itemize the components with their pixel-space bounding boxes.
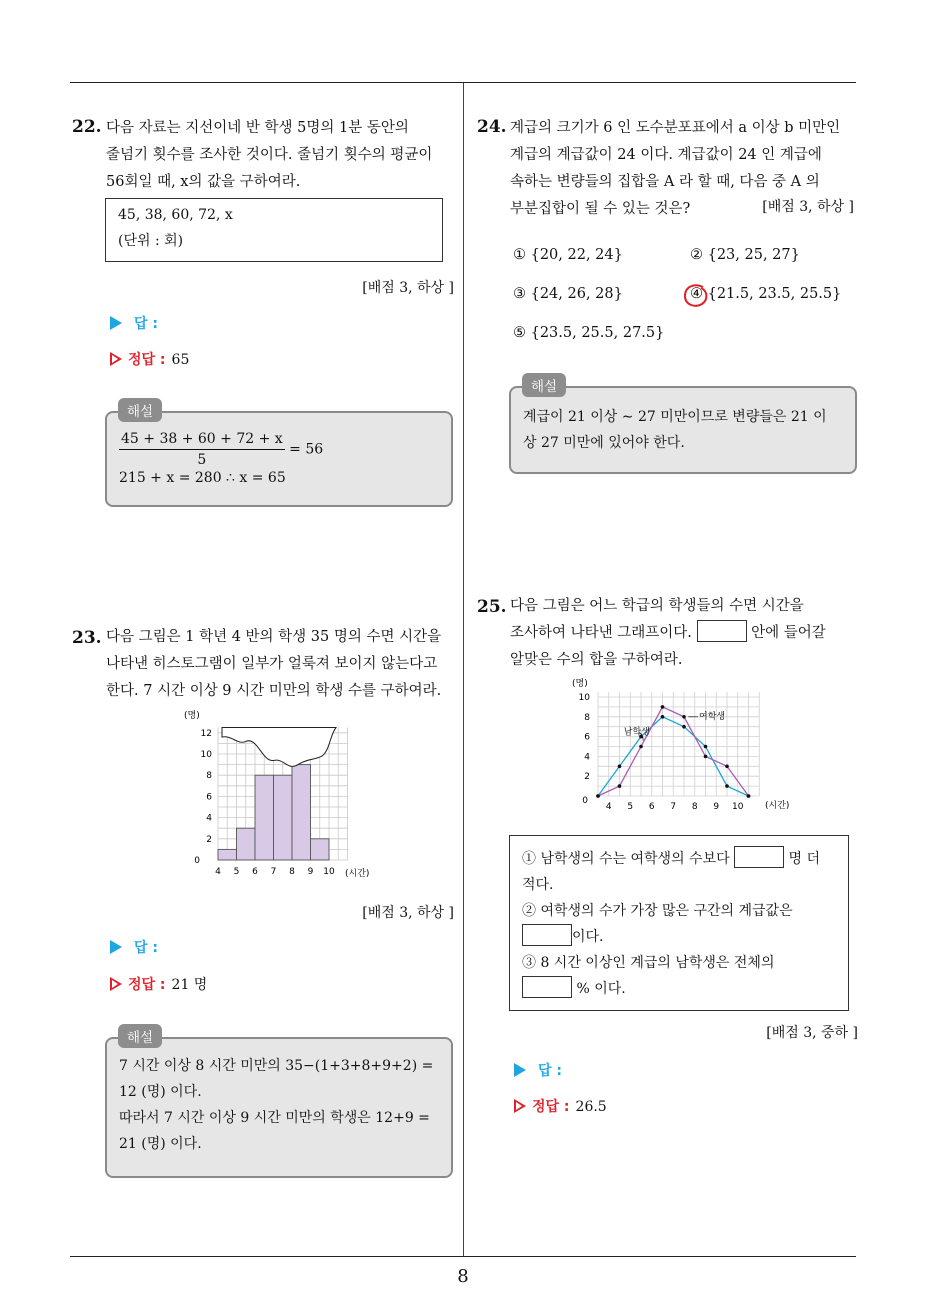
line-point bbox=[596, 794, 600, 798]
q23-solution-value: 21 명 bbox=[171, 977, 208, 993]
q25-cond-3: ③ 8 시간 이상인 계급의 남학생은 전체의 bbox=[522, 955, 775, 971]
q23-score: [배점 3, 하상 ] bbox=[362, 905, 454, 921]
q24-explain-line: 상 27 미만에 있어야 한다. bbox=[523, 435, 685, 451]
histogram-bar bbox=[311, 839, 330, 860]
histogram-ylabel: (명) bbox=[184, 711, 200, 721]
q23-answer-label: 답 : bbox=[134, 940, 158, 956]
histogram-bar bbox=[218, 849, 237, 860]
q25-cond-text: ① 남학생의 수는 여학생의 수보다 bbox=[522, 851, 730, 867]
q23-explain-line: 21 (명) 이다. bbox=[119, 1136, 202, 1152]
q24-explain-tab: 해설 bbox=[522, 373, 566, 397]
q22-fraction-num: 45 + 38 + 60 + 72 + x bbox=[119, 429, 285, 450]
q23-solution bbox=[110, 974, 207, 994]
solution-triangle-icon bbox=[110, 977, 122, 991]
q22-number: 22. bbox=[72, 117, 102, 137]
answer-triangle-icon bbox=[110, 316, 122, 330]
q25-number: 25. bbox=[477, 597, 507, 617]
q25-cond-1b: 적다. bbox=[522, 877, 554, 893]
histogram-bar bbox=[274, 775, 293, 860]
blank-box bbox=[522, 976, 572, 998]
q23-number: 23. bbox=[72, 628, 102, 648]
q24-choice-5[interactable]: ⑤ {23.5, 25.5, 27.5} bbox=[513, 325, 665, 341]
q24-score: [배점 3, 하상 ] bbox=[762, 199, 854, 215]
histogram-x-tick: 9 bbox=[307, 867, 314, 877]
q25-cond-text: % 이다. bbox=[576, 981, 626, 997]
histogram-bar bbox=[255, 775, 274, 860]
line-graph-x-tick: 6 bbox=[648, 802, 655, 812]
q25-cond-text: 명 더 bbox=[788, 851, 821, 867]
line-graph-x-tick: 5 bbox=[627, 802, 634, 812]
q23-line: 한다. 7 시간 이상 9 시간 미만의 학생 수를 구하여라. bbox=[106, 683, 442, 699]
q22-line: 줄넘기 횟수를 조사한 것이다. 줄넘기 횟수의 평균이 bbox=[106, 147, 433, 163]
q24-explanation bbox=[509, 386, 857, 474]
q22-explain-line2: 215 + x = 280 ∴ x = 65 bbox=[119, 470, 286, 486]
histogram-y-tick: 10 bbox=[200, 750, 212, 760]
q25-solution-label: 정답 : bbox=[532, 1099, 570, 1115]
legend-girls: 여학생 bbox=[699, 711, 726, 722]
line-graph-x-tick: 9 bbox=[713, 802, 720, 812]
line-graph-x-tick: 4 bbox=[605, 802, 612, 812]
q22-score: [배점 3, 하상 ] bbox=[362, 280, 454, 296]
q25-cond-2b bbox=[522, 924, 836, 950]
q24-explain-line: 계급이 21 이상 ∼ 27 미만이므로 변량들은 21 이 bbox=[523, 409, 827, 425]
q25-line: 다음 그림은 어느 학급의 학생들의 수면 시간을 bbox=[510, 598, 804, 614]
solution-triangle-icon bbox=[110, 352, 122, 366]
blank-box bbox=[734, 846, 784, 868]
histogram-x-tick: 6 bbox=[252, 867, 258, 877]
line-graph-y-tick: 0 bbox=[582, 796, 588, 806]
line-graph-y-tick: 10 bbox=[578, 693, 590, 703]
q25-conditions-box bbox=[509, 835, 849, 1011]
q22-explain-eq1 bbox=[119, 429, 323, 470]
line-point bbox=[639, 745, 643, 749]
q23-histogram bbox=[180, 706, 390, 886]
q22-explain-tab: 해설 bbox=[118, 398, 162, 422]
line-point bbox=[725, 784, 729, 788]
answer-triangle-icon bbox=[110, 940, 122, 954]
line-point bbox=[704, 755, 708, 759]
histogram-x-tick: 8 bbox=[289, 867, 295, 877]
q23-explanation bbox=[105, 1037, 453, 1178]
q22-answer-label: 답 : bbox=[134, 316, 158, 332]
selected-circle-icon bbox=[681, 282, 711, 310]
q22-data-values: 45, 38, 60, 72, x bbox=[118, 207, 233, 223]
q22-fraction bbox=[119, 429, 285, 470]
q23-line: 나타낸 히스토그램이 일부가 얼룩져 보이지 않는다고 bbox=[106, 656, 438, 672]
blank-box bbox=[522, 924, 572, 946]
q23-explain-tab: 해설 bbox=[118, 1024, 162, 1048]
histogram-y-tick: 12 bbox=[200, 728, 212, 739]
line-point bbox=[682, 725, 686, 729]
q25-line bbox=[510, 620, 826, 647]
q24-line: 속하는 변량들의 집합을 A 라 할 때, 다음 중 A 의 bbox=[510, 174, 820, 190]
q24-number: 24. bbox=[477, 117, 507, 137]
blank-box bbox=[697, 620, 747, 642]
line-point bbox=[618, 765, 622, 769]
q25-line: 알맞은 수의 합을 구하여라. bbox=[510, 652, 683, 668]
q22-answer[interactable] bbox=[110, 313, 158, 333]
q25-text bbox=[510, 593, 826, 674]
line-graph-x-tick: 10 bbox=[732, 802, 744, 812]
q25-score: [배점 3, 중하 ] bbox=[766, 1025, 858, 1041]
q25-answer[interactable] bbox=[514, 1060, 562, 1080]
q24-line: 계급의 계급값이 24 이다. 계급값이 24 인 계급에 bbox=[510, 147, 822, 163]
q24-line: 부분집합이 될 수 있는 것은? bbox=[510, 201, 691, 217]
line-point bbox=[618, 784, 622, 788]
line-graph-x-tick: 7 bbox=[670, 802, 677, 812]
histogram-y-tick: 4 bbox=[206, 813, 212, 824]
q22-fraction-den: 5 bbox=[197, 452, 207, 468]
q22-line: 다음 자료는 지선이네 반 학생 5명의 1분 동안의 bbox=[106, 120, 409, 136]
line-point bbox=[661, 715, 665, 719]
q23-explain-line: 12 (명) 이다. bbox=[119, 1084, 202, 1100]
line-graph-xlabel: (시간) bbox=[765, 801, 790, 811]
q25-line-graph bbox=[570, 676, 820, 816]
q23-line: 다음 그림은 1 학년 4 반의 학생 35 명의 수면 시간을 bbox=[106, 629, 442, 645]
q25-solution-value: 26.5 bbox=[575, 1099, 607, 1115]
q22-data-unit: (단위 : 회) bbox=[118, 233, 184, 249]
q22-solution-label: 정답 : bbox=[128, 352, 166, 368]
q24-choice-1[interactable]: ① {20, 22, 24} bbox=[513, 247, 623, 263]
histogram-y-tick: 8 bbox=[206, 771, 212, 782]
line-graph-ylabel: (명) bbox=[572, 679, 588, 689]
q24-choice-4[interactable]: ④ {21.5, 23.5, 25.5} bbox=[690, 286, 842, 302]
q22-text bbox=[106, 115, 432, 196]
line-graph-y-tick: 8 bbox=[584, 712, 590, 723]
histogram-bar bbox=[237, 828, 256, 860]
histogram-stain bbox=[222, 728, 336, 767]
q24-choice-3[interactable]: ③ {24, 26, 28} bbox=[513, 286, 623, 302]
line-point bbox=[725, 765, 729, 769]
q22-solution-value: 65 bbox=[171, 352, 190, 368]
line-point bbox=[682, 715, 686, 719]
column-divider bbox=[463, 83, 464, 1257]
q23-explain-line: 따라서 7 시간 이상 9 시간 미만의 학생은 12+9 = bbox=[119, 1110, 430, 1126]
line-graph-x-tick: 8 bbox=[691, 802, 698, 812]
q22-solution bbox=[110, 349, 189, 369]
histogram-y-tick: 2 bbox=[206, 834, 212, 845]
q25-cond-2: ② 여학생의 수가 가장 많은 구간의 계급값은 bbox=[522, 903, 793, 919]
line-point bbox=[704, 745, 708, 749]
line-graph-y-tick: 4 bbox=[584, 752, 590, 763]
histogram-bar bbox=[292, 765, 311, 860]
q25-answer-label: 답 : bbox=[538, 1063, 562, 1079]
histogram-x-tick: 7 bbox=[270, 867, 277, 877]
histogram-xlabel: (시간) bbox=[345, 869, 370, 879]
histogram-x-tick: 5 bbox=[233, 867, 240, 877]
q22-line: 56회일 때, x의 값을 구하여라. bbox=[106, 174, 301, 190]
histogram-x-tick: 4 bbox=[215, 867, 221, 877]
q23-text bbox=[106, 624, 441, 705]
q25-cond-1 bbox=[522, 846, 836, 872]
histogram-x-tick: 10 bbox=[323, 867, 335, 877]
line-graph-y-tick: 2 bbox=[584, 772, 590, 783]
q23-answer[interactable] bbox=[110, 937, 158, 957]
page-number: 8 bbox=[457, 1266, 469, 1287]
line-point bbox=[661, 705, 665, 709]
q25-cond-text: 이다. bbox=[572, 929, 604, 945]
q23-explain-line: 7 시간 이상 8 시간 미만의 35−(1+3+8+9+2) = bbox=[119, 1058, 434, 1074]
q22-explanation bbox=[105, 411, 453, 507]
q25-line-part: 안에 들어갈 bbox=[751, 625, 826, 641]
q25-line-part: 조사하여 나타낸 그래프이다. bbox=[510, 625, 692, 641]
line-point bbox=[747, 794, 751, 798]
q22-explain-eq: = 56 bbox=[289, 441, 324, 458]
legend-boys: 남학생 bbox=[623, 727, 650, 738]
q22-data-box bbox=[105, 198, 443, 262]
line-graph-y-tick: 6 bbox=[584, 732, 590, 743]
q24-line: 계급의 크기가 6 인 도수분포표에서 a 이상 b 미만인 bbox=[510, 120, 841, 136]
q23-solution-label: 정답 : bbox=[128, 977, 166, 993]
solution-triangle-icon bbox=[514, 1099, 526, 1113]
q24-choice-2[interactable]: ② {23, 25, 27} bbox=[690, 247, 800, 263]
q25-cond-3b bbox=[522, 976, 836, 1002]
q25-solution bbox=[514, 1096, 607, 1116]
histogram-y-tick: 6 bbox=[206, 792, 212, 803]
answer-triangle-icon bbox=[514, 1063, 526, 1077]
bottom-rule bbox=[70, 1256, 856, 1257]
histogram-y-tick: 0 bbox=[194, 856, 200, 866]
